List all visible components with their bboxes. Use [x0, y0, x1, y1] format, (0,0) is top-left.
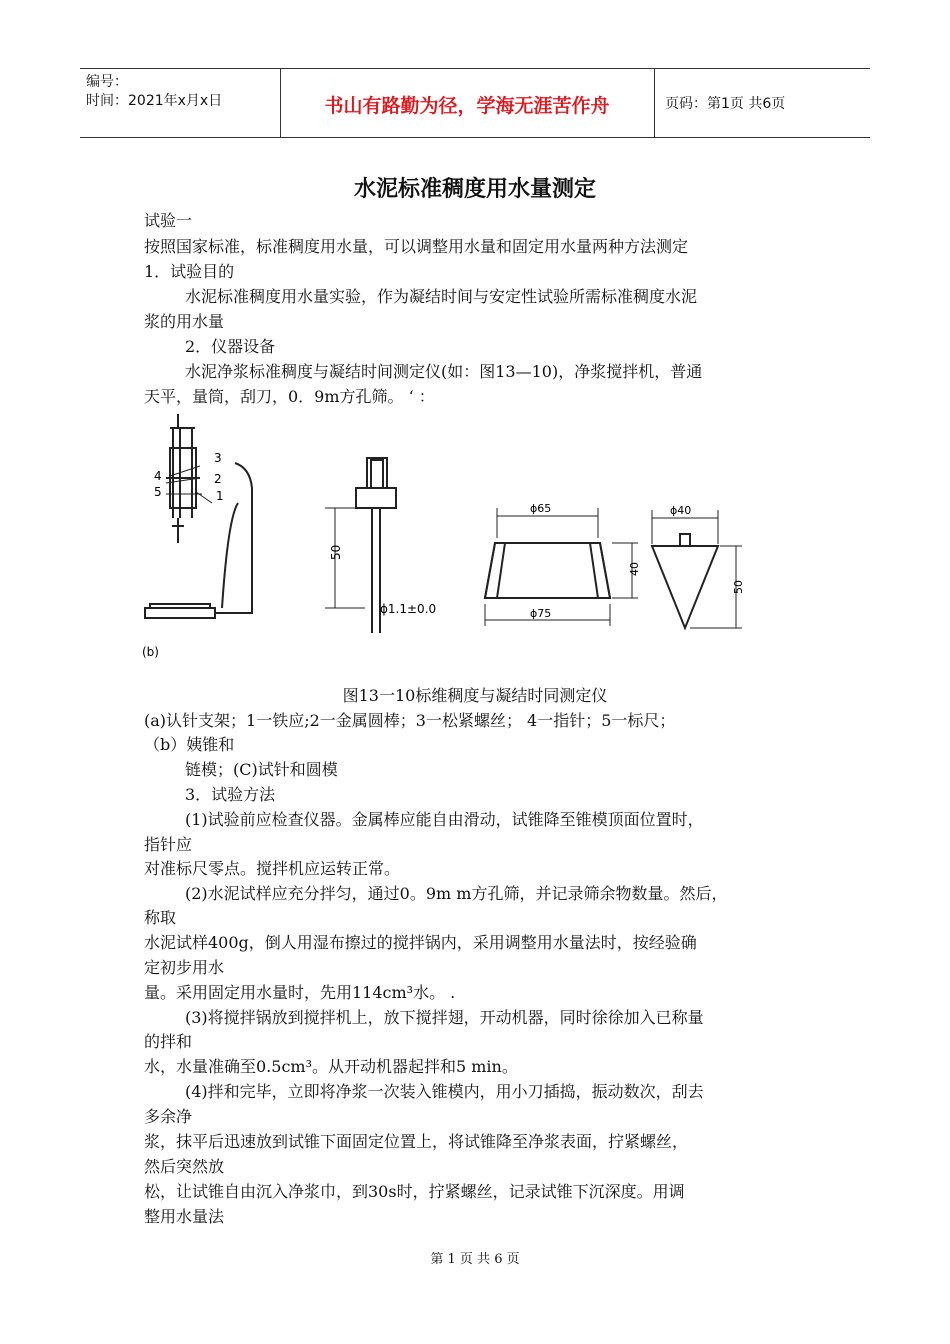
dim-diameter: ϕ1.1±0.0	[380, 602, 437, 616]
label-5: 5	[154, 485, 162, 499]
page-header	[80, 68, 870, 138]
paragraph-line: 试验一	[144, 211, 193, 230]
paragraph-line: 按照国家标准，标准稠度用水量，可以调整用水量和固定用水量两种方法测定	[144, 237, 689, 256]
label-b: (b)	[142, 645, 159, 659]
paragraph-line: 水泥试样400g，倒人用湿布擦过的搅拌锅内，采用调整用水量法时，按经验确	[144, 933, 697, 952]
paragraph-line: （b）姨锥和	[144, 735, 235, 754]
page-footer: 第 1 页 共 6 页	[430, 1252, 520, 1267]
dim-50b: 50	[732, 580, 745, 594]
paragraph-line: 水泥标准稠度用水量实验，作为凝结时间与安定性试验所需标准稠度水泥	[185, 287, 698, 306]
header-number: 编号：	[86, 74, 128, 90]
page-title: 水泥标准稠度用水量测定	[353, 177, 596, 202]
paragraph-line: 3．试验方法	[185, 785, 276, 804]
paragraph-line: (4)拌和完毕，立即将净浆一次装入锥模内，用小刀插捣，振动数次，刮去	[185, 1082, 704, 1101]
label-4: 4	[154, 469, 162, 483]
dim-50: 50	[329, 544, 343, 560]
paragraph-line: 量。采用固定用水量时，先用114cm³水。 .	[144, 983, 456, 1002]
paragraph-line: 的拌和	[144, 1032, 193, 1051]
paragraph-line: 链模；(C)试针和圆模	[185, 760, 338, 779]
apparatus-figure	[140, 408, 840, 668]
paragraph-line: (a)认针支架；1一铁应;2一金属圆棒；3一松紧螺丝； 4一指针；5一标尺；	[144, 711, 676, 730]
header-page-info: 页码：第1页 共6页	[665, 96, 786, 112]
cone-outline	[652, 546, 718, 628]
paragraph-line: 指针应	[144, 835, 193, 854]
header-time: 时间：2021年x月x日	[86, 93, 223, 109]
paragraph-line: (1)试验前应检查仪器。金属棒应能自由滑动，试锥降至锥模顶面位置时，	[185, 810, 704, 829]
paragraph-line: 整用水量法	[144, 1207, 225, 1226]
header-meta	[86, 73, 222, 111]
label-2: 2	[214, 472, 222, 486]
dim-40: 40	[628, 562, 641, 576]
paragraph-line: 1．试验目的	[144, 262, 235, 281]
paragraph-line: 然后突然放	[144, 1157, 225, 1176]
paragraph-line: 浆，抹平后迅速放到试锥下面固定位置上，将试锥降至净浆表面，拧紧螺丝，	[144, 1132, 689, 1151]
header-divider	[654, 69, 655, 137]
paragraph-line: 水泥净浆标准稠度与凝结时间测定仪(如：图13—10)，净浆搅拌机，普通	[185, 362, 703, 381]
dim-40b: ϕ40	[670, 504, 692, 517]
paragraph-line: 定初步用水	[144, 958, 225, 977]
label-1: 1	[216, 489, 224, 503]
figure-caption: 图13一10标维稠度与凝结时同测定仪	[342, 686, 608, 705]
paragraph-line: 称取	[144, 908, 177, 927]
paragraph-line: 松，让试锥自由沉入净浆巾，到30s时，拧紧螺丝，记录试锥下沉深度。用调	[144, 1182, 685, 1201]
dim-75: ϕ75	[530, 607, 552, 620]
paragraph-line: 2．仪器设备	[185, 337, 276, 356]
paragraph-line: 水，水量准确至0.5cm³。从开动机器起拌和5 min。	[144, 1057, 518, 1076]
paragraph-line: (2)水泥试样应充分拌匀，通过0。9m m方孔筛，并记录筛余物数量。然后，	[185, 884, 728, 903]
paragraph-line: 天平，量筒，刮刀，0．9m方孔筛。 ‘ ：	[144, 387, 435, 406]
paragraph-line: 浆的用水量	[144, 312, 225, 331]
paragraph-line: 对准标尺零点。搅拌机应运转正常。	[144, 859, 401, 878]
dim-65: ϕ65	[530, 502, 552, 515]
stand-base	[145, 608, 215, 618]
stand-rod	[173, 428, 192, 518]
header-motto: 书山有路勤为径，学海无涯苦作舟	[324, 95, 610, 117]
paragraph-line: 多余净	[144, 1107, 193, 1126]
paragraph-line: (3)将搅拌锅放到搅拌机上，放下搅拌翅，开动机器，同时徐徐加入已称量	[185, 1008, 704, 1027]
label-3: 3	[214, 451, 222, 465]
